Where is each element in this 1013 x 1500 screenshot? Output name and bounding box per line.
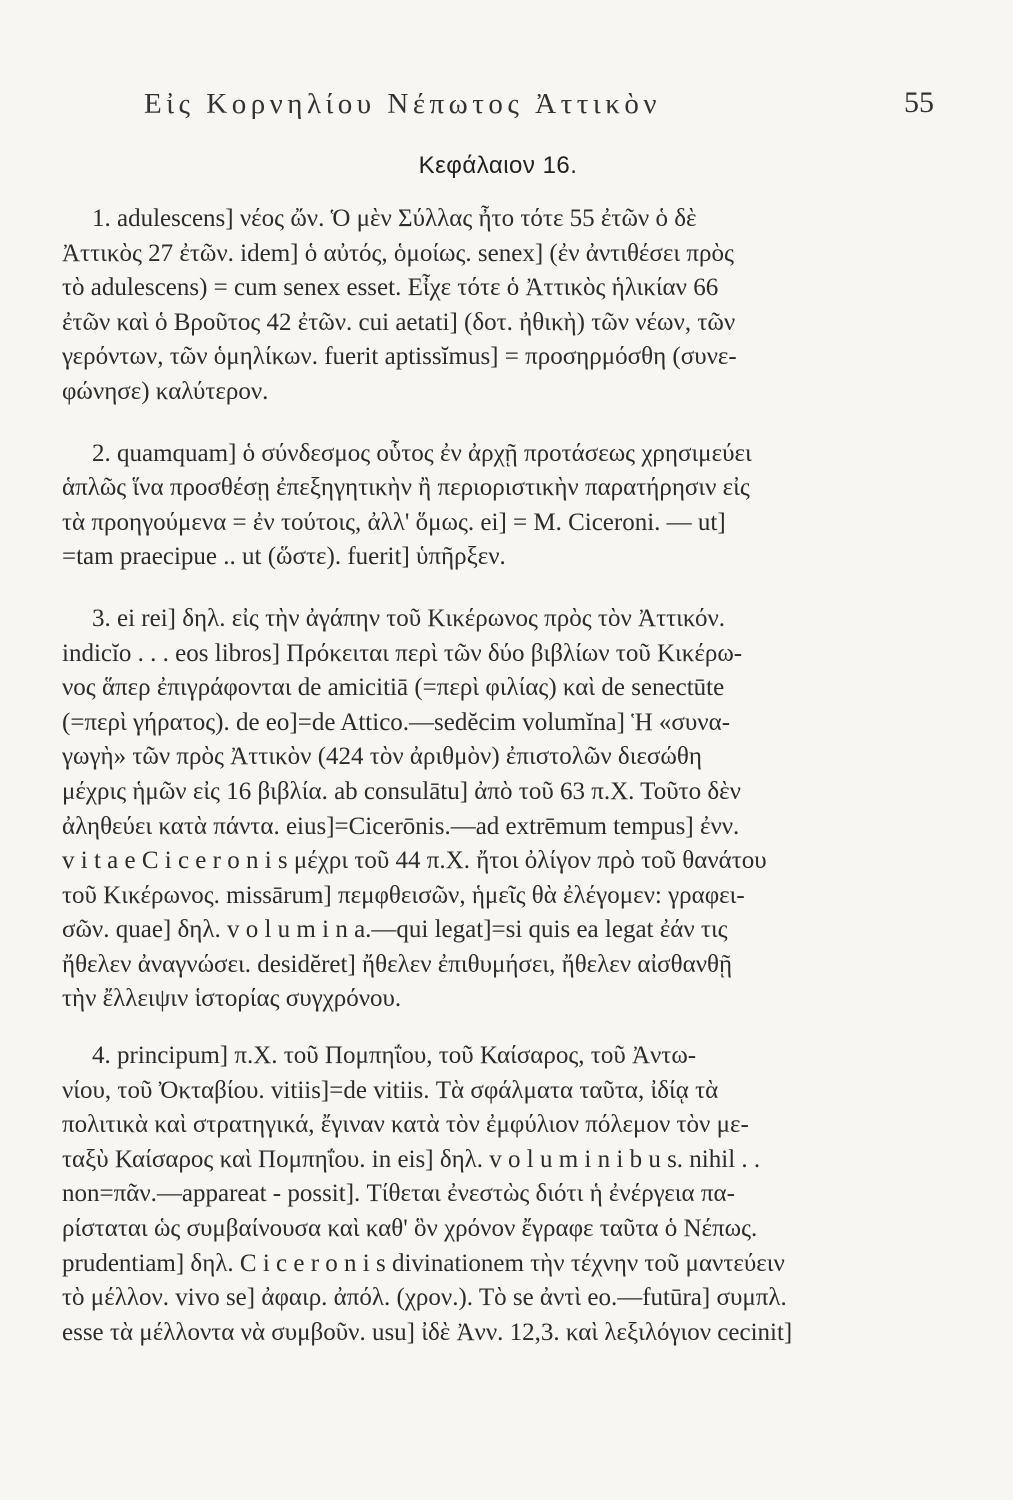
running-head — [62, 78, 934, 118]
page-number: 55 — [904, 86, 934, 119]
text-line: 3. ei rei] δηλ. εἰς τὴν ἀγάπην τοῦ Κικέρωνος πρὸς τὸν Ἀττικόν. — [92, 604, 726, 632]
paragraph-3 — [62, 602, 934, 1017]
text-line: γωγὴ» τῶν πρὸς Ἀττικὸν (424 τὸν ἀριθμὸν) ἐπιστολῶν διεσώθη — [62, 743, 702, 771]
text-line: ταξὺ Καίσαρος καὶ Πομπηΐου. in eis] δηλ. v o l u m i n i b u s. nihil . . — [62, 1145, 761, 1173]
text-line: ἤθελεν ἀναγνώσει. desidĕret] ἤθελεν ἐπιθυμήσει, ἤθελεν αἰσθανθῇ — [62, 950, 733, 978]
text-line: Ἀττικὸς 27 ἐτῶν. idem] ὁ αὐτός, ὁμοίως. senex] (ἐν ἀντιθέσει πρὸς — [62, 239, 734, 267]
text-line: ἁπλῶς ἵνα προσθέσῃ ἐπεξηγητικὴν ἢ περιοριστικὴν παρατήρησιν εἰς — [62, 474, 750, 502]
paragraph-1 — [62, 202, 934, 410]
text-line: esse τὰ μέλλοντα νὰ συμβοῦν. usu] ἰδὲ Ἀνν. 12,3. καὶ λεξιλόγιον cecinit] — [62, 1318, 793, 1346]
text-line: ρίσταται ὡς συμβαίνουσα καὶ καθ' ὃν χρόνον ἔγραφε ταῦτα ὁ Νέπως. — [62, 1215, 758, 1243]
running-title: Εἰς Κορνηλίου Νέπωτος Ἀττικὸν — [144, 88, 661, 120]
text-line: v i t a e C i c e r o n i s μέχρι τοῦ 44 π.Χ. ἤτοι ὀλίγον πρὸ τοῦ θανάτου — [62, 847, 767, 875]
text-line: 1. adulescens] νέος ὤν. Ὁ μὲν Σύλλας ἦτο τότε 55 ἐτῶν ὁ δὲ — [92, 205, 697, 232]
text-line: non=πᾶν.—appareat - possit]. Τίθεται ἐνεστὼς διότι ἡ ἐνέργεια πα- — [62, 1180, 735, 1208]
text-line: τὸ adulescens) = cum senex esset. Εἶχε τότε ὁ Ἀττικὸς ἡλικίαν 66 — [62, 274, 719, 302]
text-line: μέχρις ἡμῶν εἰς 16 βιβλία. ab consulātu] ἀπὸ τοῦ 63 π.Χ. Τοῦτο δὲν — [62, 777, 741, 805]
text-line: νίου, τοῦ Ὀκταβίου. vitiis]=de vitiis. Τὰ σφάλματα ταῦτα, ἰδίᾳ τὰ — [62, 1076, 719, 1104]
text-line: indicĭo . . . eos libros] Πρόκειται περὶ τῶν δύο βιβλίων τοῦ Κικέρω- — [62, 639, 743, 667]
text-line: φώνησε) καλύτερον. — [62, 377, 269, 405]
text-line: 4. principum] π.Χ. τοῦ Πομπηΐου, τοῦ Καίσαρος, τοῦ Ἀντω- — [92, 1042, 697, 1070]
text-line: prudentiam] δηλ. C i c e r o n i s divinationem τὴν τέχνην τοῦ μαντεύειν — [62, 1249, 785, 1277]
text-line: 2. quamquam] ὁ σύνδεσμος οὗτος ἐν ἀρχῇ προτάσεως χρησιμεύει — [92, 439, 752, 467]
text-line: γερόντων, τῶν ὁμηλίκων. fuerit aptissĭmus] = προσηρμόσθη (συνε- — [62, 343, 737, 371]
text-line: νος ἅπερ ἐπιγράφονται de amicitiā (=περὶ φιλίας) καὶ de senectūte — [62, 674, 725, 702]
text-line: ἀληθεύει κατὰ πάντα. eius]=Cicerōnis.—ad extrēmum tempus] ἐνν. — [62, 812, 740, 840]
text-line: (=περὶ γήρατος). de eo]=de Attico.—sedĕcim volumĭna] Ἡ «συνα- — [62, 708, 731, 736]
text-line: ἐτῶν καὶ ὁ Βροῦτος 42 ἐτῶν. cui aetati] (δοτ. ἠθικὴ) τῶν νέων, τῶν — [62, 308, 736, 336]
paragraph-2 — [62, 437, 934, 575]
text-line: τοῦ Κικέρωνος. missārum] πεμφθεισῶν, ἡμεῖς θὰ ἐλέγομεν: γραφει- — [62, 881, 745, 909]
text-line: πολιτικὰ καὶ στρατηγικά, ἔγιναν κατὰ τὸν ἐμφύλιον πόλεμον τὸν με- — [62, 1111, 749, 1139]
paragraph-4 — [62, 1039, 934, 1350]
book-page — [62, 78, 934, 1478]
text-line: τὴν ἔλλειψιν ἱστορίας συγχρόνου. — [62, 985, 402, 1013]
text-line: τὸ μέλλον. vivo se] ἀφαιρ. ἀπόλ. (χρον.). Τὸ se ἀντὶ eo.—futūra] συμπλ. — [62, 1284, 787, 1312]
chapter-title: Κεφάλαιον 16. — [418, 152, 578, 179]
text-line: =tam praecipue .. ut (ὥστε). fuerit] ὑπῆρξεν. — [62, 543, 506, 571]
text-line: σῶν. quae] δηλ. v o l u m i n a.—qui legat]=si quis ea legat ἐάν τις — [62, 916, 728, 944]
text-line: τὰ προηγούμενα = ἐν τούτοις, ἀλλ' ὅμως. ei] = M. Ciceroni. — ut] — [62, 508, 726, 536]
